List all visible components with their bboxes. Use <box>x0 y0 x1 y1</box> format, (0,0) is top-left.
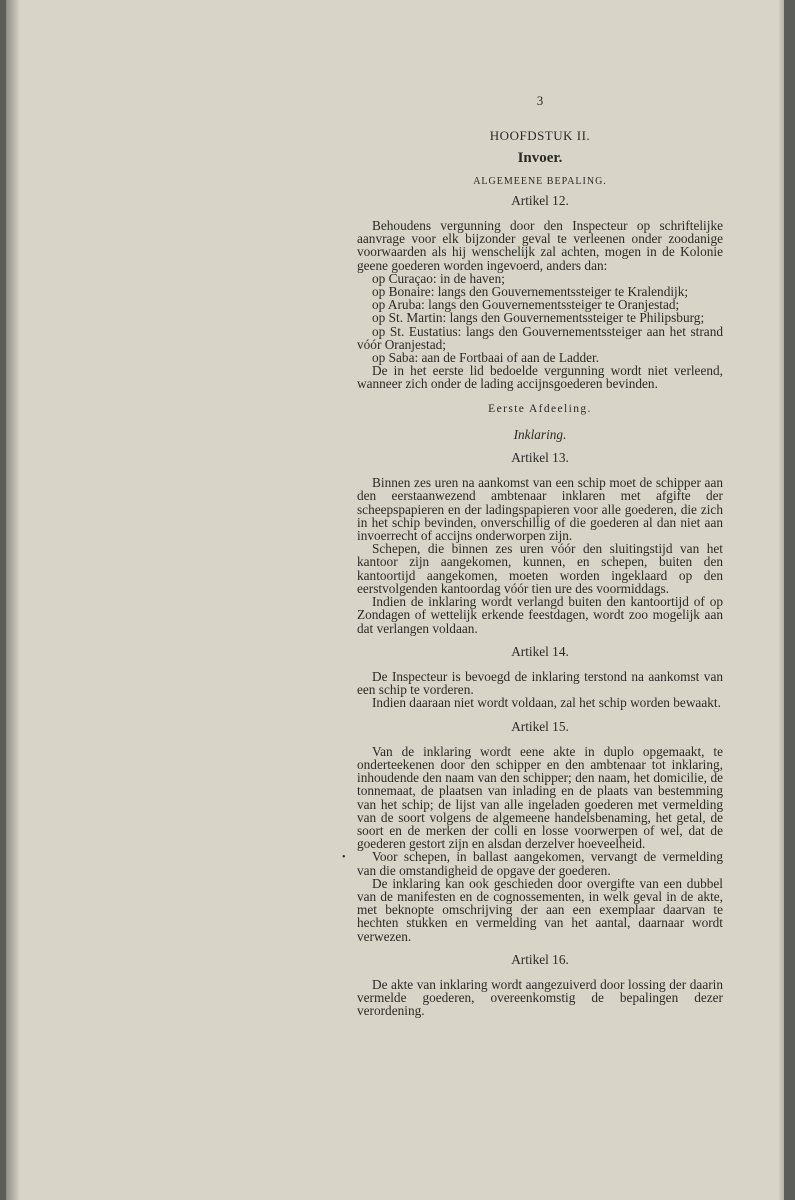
article-13-body <box>357 476 723 634</box>
article-15-paragraph: Voor schepen, in ballast aangekomen, vervangt de vermelding van die omstandigheid de opgave der goederen. <box>357 849 723 878</box>
article-16-heading: Artikel 16. <box>511 951 569 967</box>
article-12-heading: Artikel 12. <box>511 192 569 208</box>
article-14-heading: Artikel 14. <box>511 643 569 659</box>
article-13-paragraph: Binnen zes uren na aankomst van een schip moet de schipper aan den eerstaanwezend ambtenaar inklaren met afgifte der scheepspapieren en der ladingspapieren voor alle goederen, die zich in het schip bevinden, onverschillig of die goederen al dan niet aan invoerrecht of accijns onderworpen zijn. <box>357 475 723 544</box>
article-12-intro: Behoudens vergunning door den Inspecteur op schriftelijke aanvrage voor elk bijzonder geval te verleenen onder zoodanige voorwaarden als hij wenschelijk zal achten, mogen in de Kolonie geene goederen worden ingevoerd, anders dan: <box>357 218 723 273</box>
article-15-paragraph: De inklaring kan ook geschieden door overgifte van een dubbel van de manifesten en de cognossementen, in welk geval in de akte, met beknopte omschrijving der aan een exemplaar daarvan te hechten stukken en vermelding van het aantal, daarnaar wordt verwezen. <box>357 875 723 944</box>
article-13-heading: Artikel 13. <box>511 450 569 466</box>
article-16-body <box>357 978 723 1018</box>
article-14-paragraph: De Inspecteur is bevoegd de inklaring terstond na aankomst van een schip te vorderen. <box>357 668 723 698</box>
article-12-place: op Saba: aan de Fortbaai of aan de Ladder. <box>372 350 600 366</box>
article-12-place: op Curaçao: in de haven; <box>372 270 505 286</box>
article-15-heading: Artikel 15. <box>511 718 569 734</box>
page-edge <box>778 0 784 1200</box>
article-12-place: op Bonaire: langs den Gouvernementssteiger te Kralendijk; <box>372 284 689 300</box>
page-content <box>357 94 723 1018</box>
article-15-paragraph: Van de inklaring wordt eene akte in duplo opgemaakt, te onderteekenen door den schipper en den ambtenaar tot inklaring, inhoudende den naam van den schipper; den naam, het domicilie, de tonnemaat, de plaatsen van inlading en de plaats van bestemming van het schip; de lijst van alle ingeladen goederen met vermelding van de soort volgens de algemeene handelsbenaming, het getal, de soort en de merken der colli en losse voorwerpen of wel, dat de goederen gestort zijn en alsdan derzelver hoeveelheid. <box>357 743 723 852</box>
subsection-heading: Inklaring. <box>513 426 567 442</box>
page-number: 3 <box>536 93 544 108</box>
article-14-body <box>357 670 723 710</box>
margin-mark: • <box>342 852 346 863</box>
article-12-place: op St. Eustatius: langs den Gouvernementssteiger aan het strand vóór Oranjestad; <box>357 323 723 352</box>
article-13-paragraph: Schepen, die binnen zes uren vóór den sluitingstijd van het kantoor zijn aangekomen, kunnen, en schepen, buiten den kantoortijd aangekomen, moeten worden ingeklaard op den eerstvolgenden kantoordag vóór tien ure des voormiddags. <box>357 541 723 596</box>
article-15-body <box>357 745 723 943</box>
article-16-paragraph: De akte van inklaring wordt aangezuiverd door lossing der daarin vermelde goederen, overeenkomstig de bepalingen dezer verordening. <box>357 976 723 1019</box>
article-12-body <box>357 219 723 391</box>
article-12-place: op St. Martin: langs den Gouvernementssteiger te Philipsburg; <box>372 310 705 326</box>
section-heading: Eerste Afdeeling. <box>488 402 592 415</box>
chapter-title: Invoer. <box>517 150 563 167</box>
article-12-place: op Aruba: langs den Gouvernementssteiger te Oranjestad; <box>372 297 680 313</box>
page-binding-shadow <box>6 0 20 1200</box>
article-13-paragraph: Indien de inklaring wordt verlangd buiten den kantoortijd of op Zondagen of wettelijk erkende feestdagen, wordt zoo mogelijk aan dat verlangen voldaan. <box>357 594 723 636</box>
article-12-closing: De in het eerste lid bedoelde vergunning wordt niet verleend, wanneer zich onder de lading accijnsgoederen bevinden. <box>357 363 723 392</box>
chapter-heading: HOOFDSTUK II. <box>489 128 591 144</box>
article-14-paragraph: Indien daaraan niet wordt voldaan, zal het schip worden bewaakt. <box>372 695 721 711</box>
general-heading: ALGEMEENE BEPALING. <box>473 175 607 187</box>
